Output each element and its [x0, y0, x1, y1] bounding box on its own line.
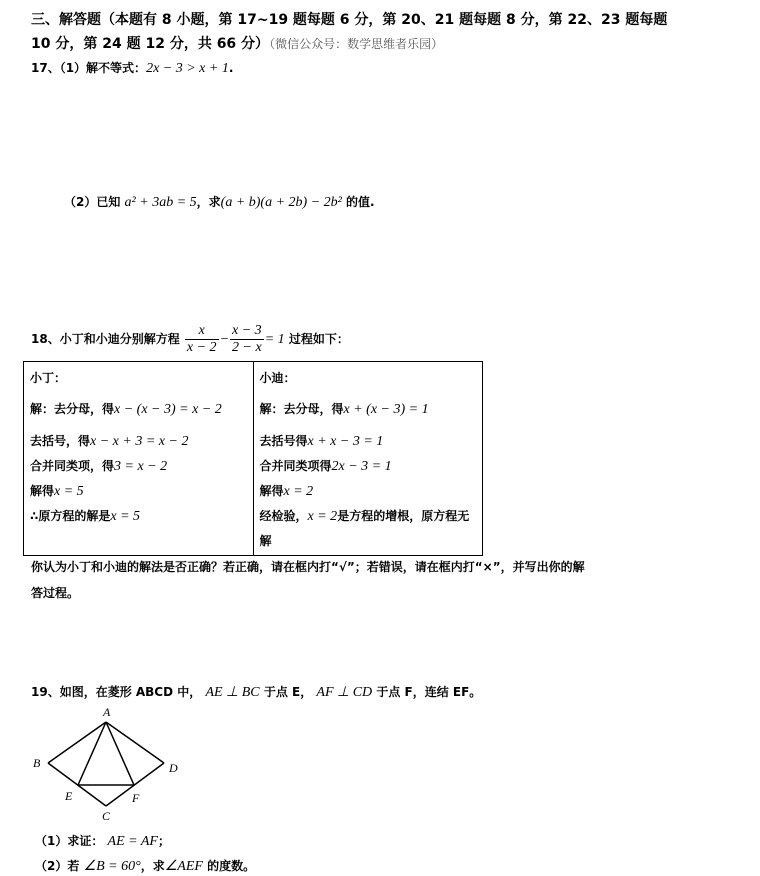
q19-part1-math: AE = AF [107, 834, 158, 849]
q19-part2-end: 的度数。 [207, 859, 256, 873]
q19-cond2: AF ⊥ CD [316, 685, 373, 700]
q19-part2-label: （2）若 [35, 859, 80, 873]
q18-question-line1: 你认为小丁和小迪的解法是否正确？若正确，请在框内打“√”；若错误，请在框内打“×”，并写出你的解 [31, 560, 585, 574]
q18-suffix: 过程如下： [288, 332, 349, 346]
q17-inequality: 2x − 3 > x + 1 [146, 61, 229, 76]
q17-part2-prefix: （2）已知 [64, 195, 121, 209]
xiaodi-name: 小迪： [259, 371, 296, 385]
source-note: （微信公众号：数学思维者乐园） [269, 37, 444, 51]
label-A: A [103, 705, 111, 719]
q18-fraction-1 [185, 323, 219, 356]
section-heading-text: 10 分，第 24 题 12 分，共 66 分） [31, 36, 270, 52]
xiaodi-step1: 解：去分母，得x + (x − 3) = 1 [259, 402, 429, 417]
q19-part1-label: （1）求证： [35, 834, 104, 848]
xiaoding-step2: 去括号，得x − x + 3 = x − 2 [30, 434, 189, 449]
solution-xiaoding [24, 362, 254, 556]
label-C: C [102, 809, 111, 823]
xiaoding-name: 小丁： [30, 371, 67, 385]
section-heading-line2 [31, 33, 443, 53]
q18-stem [31, 323, 349, 356]
q18-frac2-numerator: x − 3 [232, 323, 262, 338]
q18-question-line2: 答过程。 [31, 586, 80, 600]
xiaodi-step2: 去括号得x + x − 3 = 1 [259, 434, 384, 449]
q18-frac1-denominator: x − 2 [186, 340, 217, 355]
label-B: B [33, 756, 41, 770]
section-heading-line1: 三、解答题（本题有 8 小题，第 17~19 题每题 6 分，第 20、21 题每题 8 分，第 22、23 题每题 [31, 12, 668, 28]
q18-frac1-numerator: x [185, 323, 219, 340]
xiaodi-step4: 解得x = 2 [259, 484, 314, 499]
q18-label: 18、小丁和小迪分别解方程 [31, 332, 180, 346]
q18-equals: = 1 [264, 332, 285, 347]
q19-stem [31, 683, 481, 701]
q17-part2 [64, 193, 375, 211]
q17-label: 17、（1）解不等式： [31, 61, 147, 75]
label-F: F [132, 791, 140, 805]
q18-solution-table [23, 361, 483, 556]
q19-part2 [35, 857, 255, 875]
xiaodi-conclusion: 经检验，x = 2是方程的增根，原方程无解 [259, 509, 470, 548]
label-E: E [65, 789, 73, 803]
xiaoding-conclusion: ∴原方程的解是x = 5 [30, 509, 141, 524]
q19-part2-math2: ∠AEF [164, 859, 203, 874]
q19-mid1: 于点 E， [263, 685, 313, 699]
rhombus-figure [28, 702, 188, 824]
q19-part1-end: ； [157, 834, 170, 848]
q19-mid2: 于点 F，连结 EF。 [376, 685, 482, 699]
q18-fraction-2 [230, 323, 264, 356]
xiaoding-step1: 解：去分母，得x − (x − 3) = x − 2 [30, 402, 222, 417]
q17-part2-mid: ，求 [196, 195, 221, 209]
q19-part1 [35, 832, 170, 850]
q19-label: 19、如图，在菱形 ABCD 中， [31, 685, 202, 699]
q18-minus: − [219, 332, 230, 347]
xiaoding-step3: 合并同类项，得3 = x − 2 [30, 459, 168, 474]
xiaodi-step3: 合并同类项得2x − 3 = 1 [259, 459, 392, 474]
solution-xiaodi [253, 362, 483, 556]
q18-frac2-denominator: 2 − x [232, 340, 262, 355]
q19-cond1: AE ⊥ BC [205, 685, 260, 700]
q19-part2-mid: ，求 [140, 859, 165, 873]
q17-expression: (a + b)(a + 2b) − 2b² [220, 195, 342, 210]
q17-part1 [31, 59, 233, 77]
label-D: D [169, 761, 178, 775]
q17-given: a² + 3ab = 5 [124, 195, 197, 210]
xiaoding-step4: 解得x = 5 [30, 484, 84, 499]
q17-part2-suffix: 的值. [346, 195, 375, 209]
q19-part2-math: ∠B = 60° [83, 859, 141, 874]
q17-period: . [228, 61, 234, 75]
